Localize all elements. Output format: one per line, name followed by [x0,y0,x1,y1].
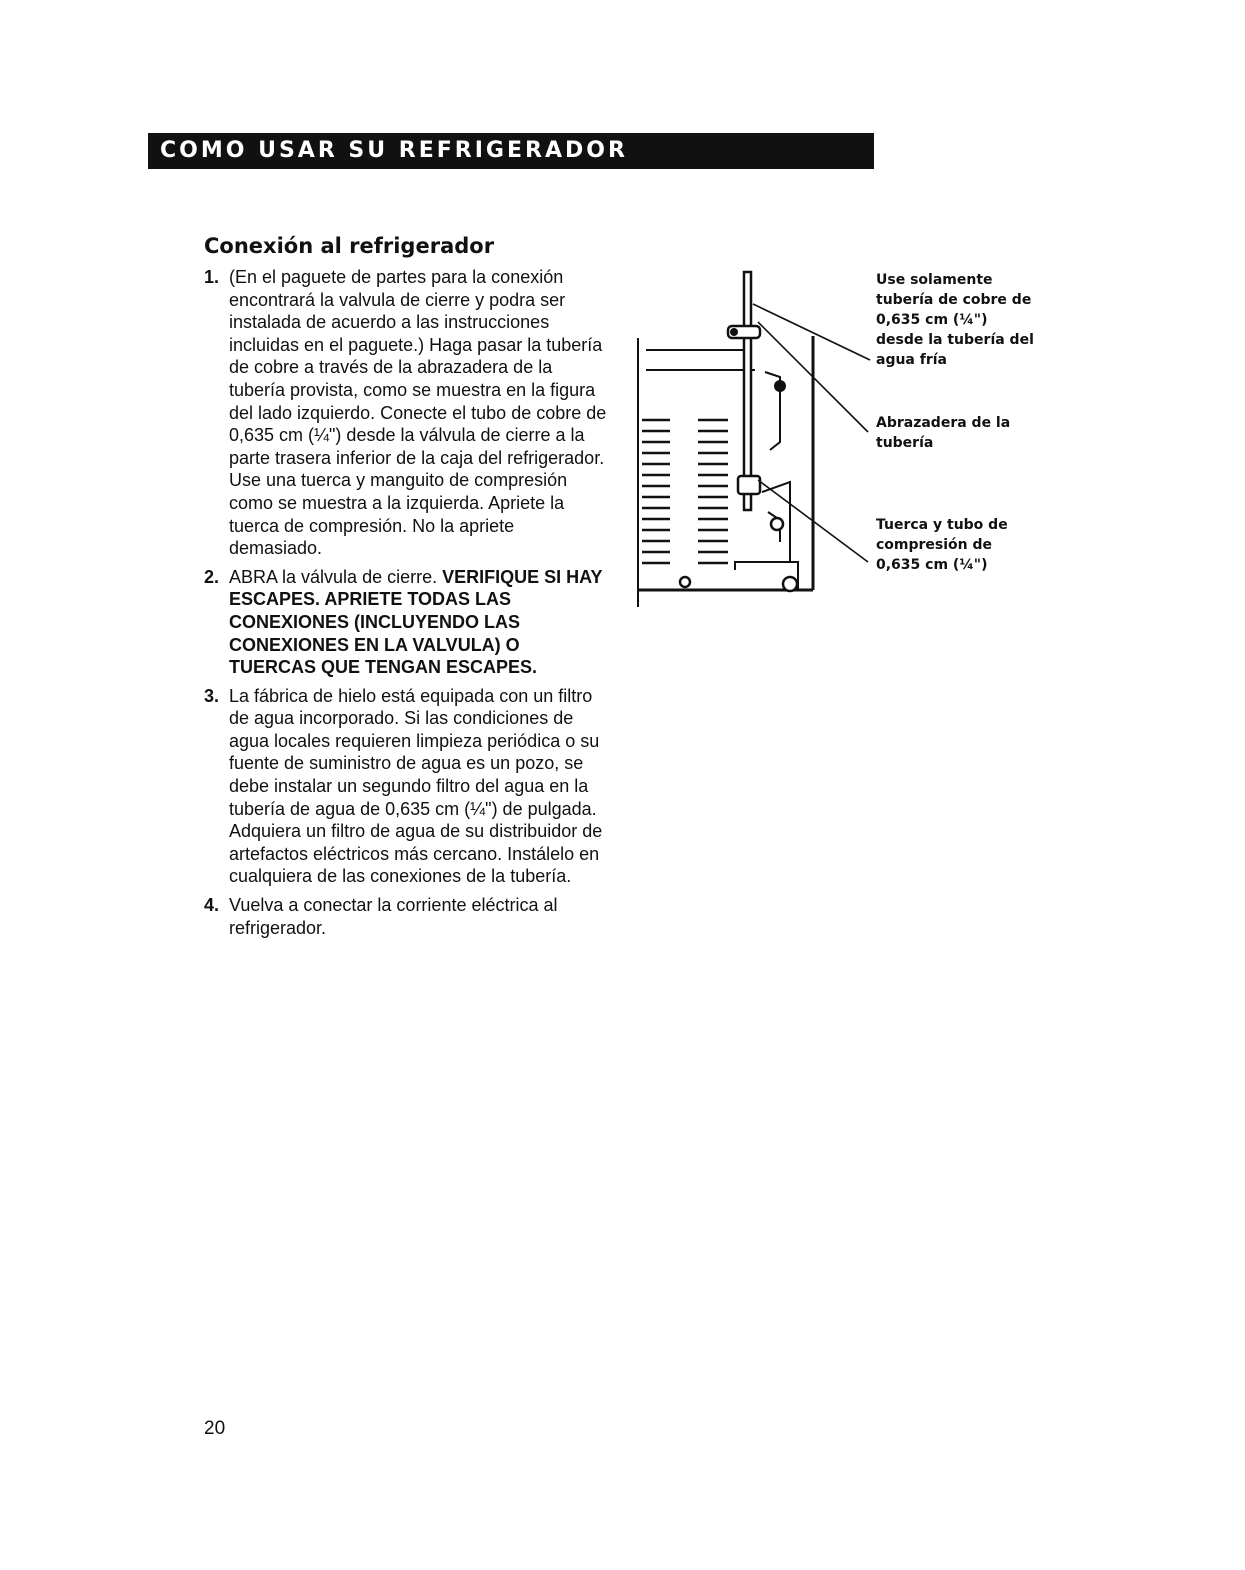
step-number: 3. [204,685,220,706]
step-number: 2. [204,566,220,587]
step-item [204,266,609,560]
clamp-screw [730,328,738,336]
step-text: Vuelva a conectar la corriente eléctrica al refrigerador. [229,895,558,938]
compression-nut [738,476,760,494]
section-title: Conexión al refrigerador [204,234,495,258]
copper-tube [744,272,751,510]
valve-fitting [774,380,786,392]
base-fitting [783,577,797,591]
page-header-title: COMO USAR SU REFRIGERADOR [160,138,628,163]
page-number: 20 [204,1418,226,1439]
step-item [204,685,609,888]
vent-grille-left [642,420,670,563]
step-text: La fábrica de hielo está equipada con un filtro de agua incorporado. Si las condiciones de agua locales requieren limpieza periódica o su fuente de suministro de agua es un pozo, se debe instalar un segundo filtro del agua en la tubería de agua de 0,635 cm (¼") de pulgada. Adquiera un filtro de agua de su distribuidor de artefactos eléctricos más cercano. Instálelo en cualquiera de las conexiones de la tubería. [229,685,603,887]
step-number: 4. [204,895,220,916]
step-number: 1. [204,267,220,287]
step-item [204,894,609,939]
valve-fitting [771,518,783,530]
step-text: (En el paguete de partes para la conexión encontrará la valvula de cierre y podra ser instalada de acuerdo a las instrucciones incluidas en el paguete.) Haga pasar la tubería de cobre a través de la abrazadera de la tubería provista, como se muestra en la figura del lado izquierdo. Conecte el tubo de cobre de 0,635 cm (¼") desde la válvula de cierre a la parte trasera inferior de la caja del refrigerador. Use una tuerca y manguito de compresión como se muestra a la izquierda. Apriete la tuerca de compresión. No la apriete demasiado. [229,267,607,559]
page-header-bar [148,133,874,169]
instruction-steps [204,266,609,945]
callout-tube-clamp: Abrazadera de la tubería [876,415,1011,451]
water-line-diagram [630,262,1034,612]
base-screw [680,577,690,587]
vent-grille-right [698,420,728,563]
callout-copper-tubing: Use solamente tubería de cobre de 0,635 cm (¼") desde la tubería del agua fría [876,272,1034,368]
step-warning-text: VERIFIQUE SI HAY ESCAPES. APRIETE TODAS LAS CONEXIONES (INCLUYENDO LAS CONEXIONES EN LA VALVULA) O TUERCAS QUE TENGAN ESCAPES. [229,566,603,678]
step-text: ABRA la válvula de cierre. [229,566,438,587]
callout-compression-nut: Tuerca y tubo de compresión de 0,635 cm (¼") [876,517,1008,573]
step-item [204,566,609,679]
